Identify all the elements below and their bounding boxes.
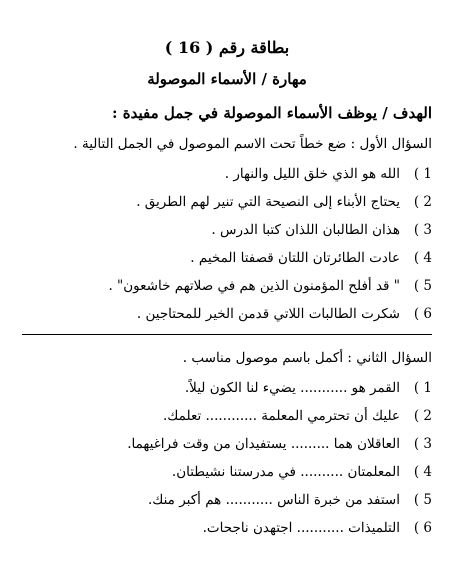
item-number: 4 ) bbox=[413, 250, 432, 266]
item-text: الله هو الذي خلق الليل والنهار . bbox=[224, 166, 400, 182]
question2-prompt: السؤال الثاني : أكمل باسم موصول مناسب . bbox=[182, 350, 432, 366]
question2-item bbox=[163, 408, 432, 424]
item-number: 1 ) bbox=[413, 380, 432, 396]
item-text: استفد من خبرة الناس ........... هم أكبر منك. bbox=[147, 492, 400, 508]
item-number: 6 ) bbox=[413, 520, 432, 536]
question2-item bbox=[203, 520, 432, 536]
item-number: 2 ) bbox=[413, 194, 432, 210]
item-number: 6 ) bbox=[413, 306, 432, 322]
question1-item bbox=[137, 306, 432, 322]
item-text: العاقلان هما ......... يستفيدان من وقت فراغيهما. bbox=[127, 436, 400, 452]
goal-heading: الهدف / يوظف الأسماء الموصولة في جمل مفيدة : bbox=[112, 104, 432, 122]
question1-prompt: السؤال الأول : ضع خطاً تحت الاسم الموصول في الجمل التالية . bbox=[73, 136, 432, 152]
question2-item bbox=[172, 464, 432, 480]
item-text: القمر هو ........... يضيء لنا الكون ليلاً. bbox=[184, 380, 400, 396]
item-number: 3 ) bbox=[413, 436, 432, 452]
item-number: 5 ) bbox=[413, 278, 432, 294]
item-text: عليك أن تحترمي المعلمة ............ تعلمك. bbox=[163, 408, 400, 424]
item-text: شكرت الطالبات اللاتي قدمن الخير للمحتاجين . bbox=[136, 306, 400, 322]
skill-heading: مهارة / الأسماء الموصولة bbox=[147, 70, 307, 88]
question2-item bbox=[185, 380, 432, 396]
item-text: المعلمتان .......... في مدرستنا نشيطتان. bbox=[171, 464, 400, 480]
question2-item bbox=[148, 492, 432, 508]
item-text: عادت الطائرتان اللتان قصفتا المخيم . bbox=[190, 250, 400, 266]
item-text: هذان الطالبان اللذان كتبا الدرس . bbox=[211, 222, 400, 238]
item-number: 3 ) bbox=[413, 222, 432, 238]
question1-item bbox=[108, 278, 432, 294]
section-divider bbox=[22, 334, 432, 335]
question2-item bbox=[127, 436, 432, 452]
item-number: 2 ) bbox=[413, 408, 432, 424]
question1-item bbox=[190, 250, 432, 266]
item-text: التلميذات ........... اجتهدن ناجحات. bbox=[202, 520, 400, 536]
card-title: بطاقة رقم ( 16 ) bbox=[164, 38, 290, 57]
question1-item bbox=[225, 166, 432, 182]
question1-item bbox=[211, 222, 432, 238]
item-number: 4 ) bbox=[413, 464, 432, 480]
question1-item bbox=[136, 194, 432, 210]
item-number: 5 ) bbox=[413, 492, 432, 508]
item-text: يحتاج الأبناء إلى النصيحة التي تنير لهم الطريق . bbox=[136, 194, 400, 210]
item-text: " قد أفلح المؤمنون الذين هم في صلاتهم خاشعون" . bbox=[108, 278, 400, 294]
item-number: 1 ) bbox=[413, 166, 432, 182]
